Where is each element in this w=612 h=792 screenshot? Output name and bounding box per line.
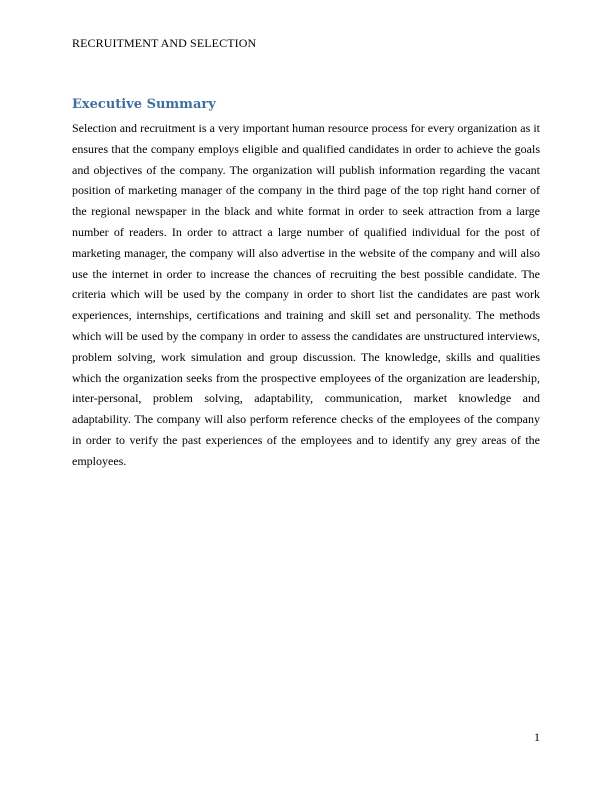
page-number: 1 [534, 730, 540, 744]
body-paragraph: Selection and recruitment is a very important human resource process for every organization as it ensures that the company employs eligible and qualified candidates in order to achieve the goals and objectives of the company. The organization will publish information regarding the vacant position of marketing manager of the company in the third page of the top right hand corner of the regional newspaper in the black and white format in order to seek attraction from a large number of readers. In order to attract a large number of qualified individual for the post of marketing manager, the company will also advertise in the website of the company and will also use the internet in order to increase the chances of recruiting the best possible candidate. The criteria which will be used by the company in order to short list the candidates are past work experiences, internships, certifications and training and skill set and personality. The methods which will be used by the company in order to assess the candidates are unstructured interviews, problem solving, work simulation and group discussion. The knowledge, skills and qualities which the organization seeks from the prospective employees of the organization are leadership, inter-personal, problem solving, adaptability, communication, market knowledge and adaptability. The company will also perform reference checks of the employees of the company in order to verify the past experiences of the employees and to identify any grey areas of the employees. [72, 121, 540, 468]
running-header: RECRUITMENT AND SELECTION [72, 36, 257, 50]
section-heading: Executive Summary [72, 97, 216, 112]
